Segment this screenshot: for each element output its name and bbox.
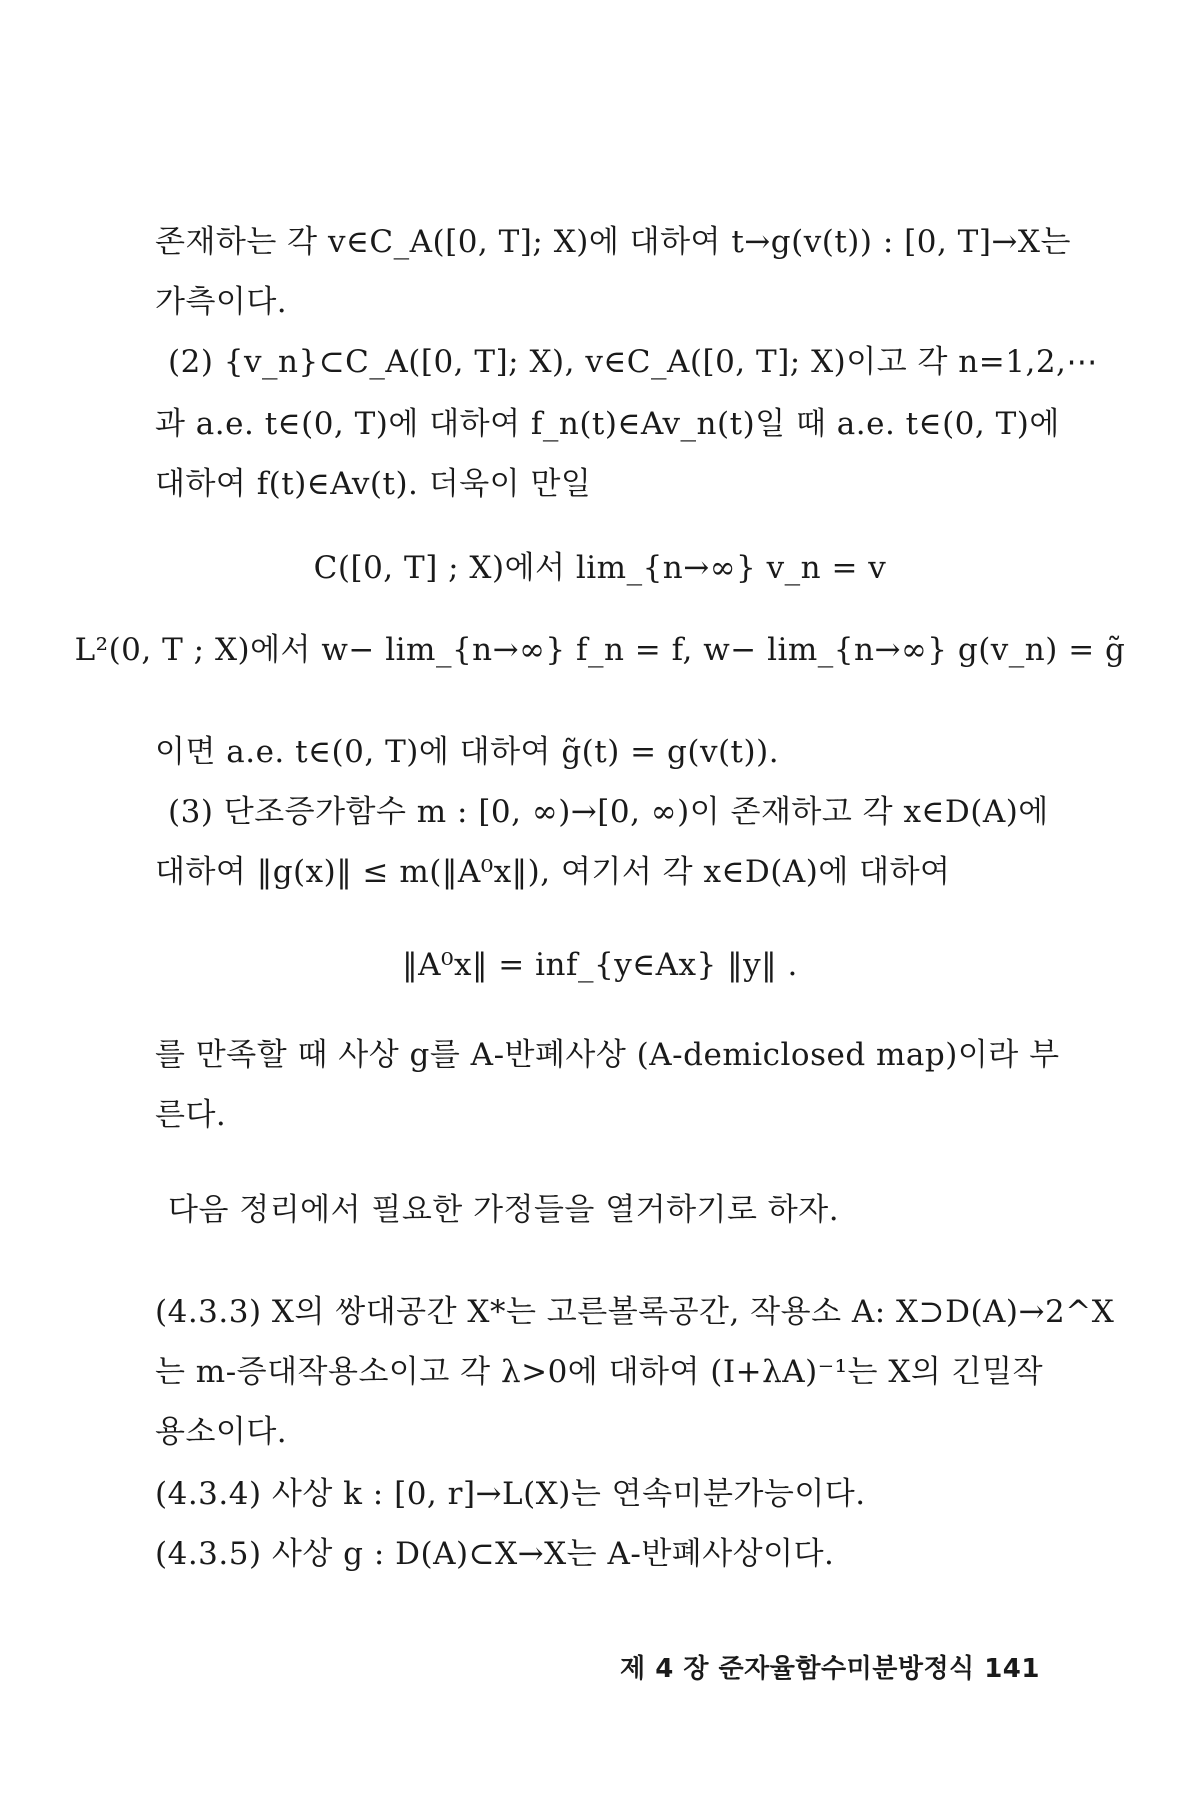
assumption-item: (4.3.4) 사상 k : [0, r]→L(X)는 연속미분가능이다.: [155, 1476, 866, 1512]
text-line: 과 a.e. t∈(0, T)에 대하여 f_n(t)∈Av_n(t)일 때 a.e. t∈(0, T)에: [155, 406, 1060, 442]
text-line: (3) 단조증가함수 m : [0, ∞)→[0, ∞)이 존재하고 각 x∈D(A)에: [168, 794, 1049, 830]
text-line: 대하여 f(t)∈Av(t). 더욱이 만일: [155, 466, 592, 502]
display-equation: ‖A⁰x‖ = inf_{y∈Ax} ‖y‖ .: [402, 947, 798, 983]
assumption-item: (4.3.3) X의 쌍대공간 X*는 고른볼록공간, 작용소 A: X⊃D(A)→2^X: [155, 1294, 1115, 1330]
assumption-item: (4.3.5) 사상 g : D(A)⊂X→X는 A-반폐사상이다.: [155, 1536, 835, 1572]
text-line: 이면 a.e. t∈(0, T)에 대하여 g̃(t) = g(v(t)).: [155, 734, 780, 770]
text-line: 는 m-증대작용소이고 각 λ>0에 대하여 (I+λA)⁻¹는 X의 긴밀작: [155, 1354, 1044, 1390]
display-equation: C([0, T] ; X)에서 lim_{n→∞} v_n = v: [313, 550, 887, 586]
text-line: 용소이다.: [155, 1414, 288, 1450]
text-line: 른다.: [155, 1097, 227, 1133]
text-line: 를 만족할 때 사상 g를 A-반폐사상 (A-demiclosed map)이라 부: [155, 1037, 1060, 1073]
text-line: 대하여 ‖g(x)‖ ≤ m(‖A⁰x‖), 여기서 각 x∈D(A)에 대하여: [155, 854, 951, 890]
text-line: 존재하는 각 v∈C_A([0, T]; X)에 대하여 t→g(v(t)) : [0, T]→X는: [155, 224, 1071, 260]
running-head: 제 4 장 준자율함수미분방정식 141: [620, 1654, 1040, 1684]
text-line: 다음 정리에서 필요한 가정들을 열거하기로 하자.: [168, 1192, 840, 1228]
display-equation: L²(0, T ; X)에서 w− lim_{n→∞} f_n = f, w− lim_{n→∞} g(v_n) = g̃: [74, 632, 1126, 668]
text-line: 가측이다.: [155, 284, 288, 320]
text-line: (2) {v_n}⊂C_A([0, T]; X), v∈C_A([0, T]; X)이고 각 n=1,2,⋯: [168, 344, 1098, 380]
